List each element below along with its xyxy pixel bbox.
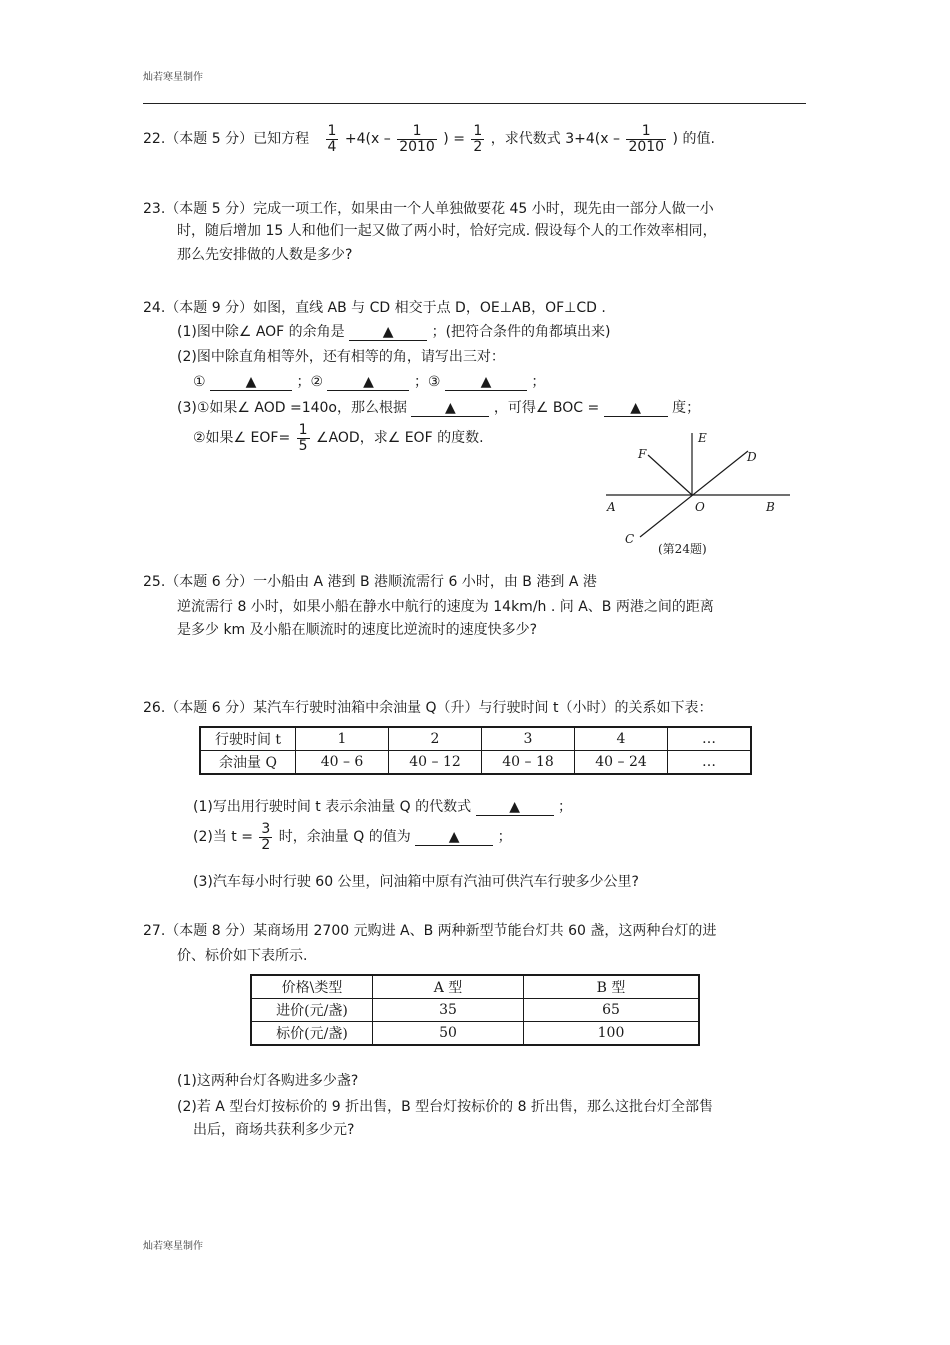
- label-c: C: [625, 532, 635, 546]
- table-cell: 3: [482, 727, 575, 751]
- table-cell: …: [668, 727, 752, 751]
- line-cd: [640, 451, 748, 537]
- q22-fraction-4: $\frac{1}{2010}$: [628, 123, 665, 155]
- q24-part-1: (1)图中除∠ AOF 的余角是 ▲ ；(把符合条件的角都填出来): [177, 324, 611, 340]
- q22-fraction-3: $\frac{1}{2}$: [473, 123, 483, 155]
- table-cell: 2: [389, 727, 482, 751]
- q22-expr-3: ，求代数式 3+4(x –: [490, 131, 620, 148]
- q24-blanks-row: ① ▲ ；② ▲ ；③ ▲ ；: [193, 374, 546, 390]
- label-o: O: [695, 500, 705, 514]
- q23-line-1: 23.（本题 5 分）完成一项工作，如果由一个人单独做要花 45 小时，现先由一部分人做一小: [143, 201, 714, 217]
- figure-caption: (第24题): [658, 542, 707, 556]
- table-cell: 余油量 Q: [200, 751, 296, 775]
- q24-line-1: 24.（本题 9 分）如图，直线 AB 与 CD 相交于点 D，OE⊥AB，OF⊥CD .: [143, 300, 606, 316]
- page-footer: 灿若寒星制作: [143, 1241, 203, 1252]
- q27-part-2b: 出后，商场共获利多少元?: [193, 1122, 355, 1138]
- q25-line-3: 是多少 km 及小船在顺流时的速度比逆流时的速度快多少?: [177, 622, 538, 638]
- table-cell: 40 – 12: [389, 751, 482, 775]
- table-cell: 35: [373, 999, 524, 1022]
- table-cell: A 型: [373, 975, 524, 999]
- table-row: [251, 1022, 699, 1046]
- label-e: E: [698, 431, 707, 445]
- answer-blank[interactable]: ▲: [349, 324, 427, 341]
- q27-line-1: 27.（本题 8 分）某商场用 2700 元购进 A、B 两种新型节能台灯共 60 盏，这两种台灯的进: [143, 923, 717, 939]
- q24-part-2: (2)图中除直角相等外，还有相等的角，请写出三对：: [177, 349, 505, 365]
- table-row: [200, 751, 751, 775]
- q23-line-2: 时，随后增加 15 人和他们一起又做了两小时，恰好完成. 假设每个人的工作效率相同，: [177, 223, 717, 239]
- label-d: D: [747, 450, 757, 464]
- q22-fraction-1: $\frac{1}{4}$: [327, 123, 337, 155]
- q26-table: [199, 726, 752, 775]
- q24-geometry-figure: [600, 425, 800, 560]
- table-cell: 行驶时间 t: [200, 727, 296, 751]
- question-22: [143, 124, 715, 154]
- answer-blank[interactable]: ▲: [445, 374, 527, 391]
- answer-blank[interactable]: ▲: [210, 374, 292, 391]
- q22-expr-2: ) =: [443, 131, 465, 148]
- table-cell: 4: [575, 727, 668, 751]
- label-f: F: [638, 447, 647, 461]
- table-cell: …: [668, 751, 752, 775]
- q22-intro: 22.（本题 5 分）已知方程: [143, 131, 310, 148]
- q26-part-2: (2)当 t = $\frac{3}{2}$ 时，余油量 Q 的值为 ▲ ；: [193, 821, 512, 853]
- label-a: A: [607, 500, 616, 514]
- answer-blank[interactable]: ▲: [327, 374, 409, 391]
- ray-of: [648, 455, 692, 495]
- q27-part-1: (1)这两种台灯各购进多少盏?: [177, 1073, 359, 1089]
- q22-expr-end: ) 的值.: [672, 131, 715, 148]
- header-rule: [143, 103, 806, 104]
- q27-table: [250, 974, 700, 1046]
- table-row: [200, 727, 751, 751]
- table-row: [251, 975, 699, 999]
- table-cell: 40 – 6: [296, 751, 389, 775]
- q27-line-2: 价、标价如下表所示.: [177, 948, 308, 964]
- table-cell: 标价(元/盏): [251, 1022, 373, 1046]
- answer-blank[interactable]: ▲: [604, 400, 668, 417]
- q23-line-3: 那么先安排做的人数是多少?: [177, 247, 353, 263]
- q22-expr-1: +4(x –: [344, 131, 391, 148]
- table-row: [251, 999, 699, 1022]
- table-cell: 40 – 24: [575, 751, 668, 775]
- q25-line-1: 25.（本题 6 分）一小船由 A 港到 B 港顺流需行 6 小时，由 B 港到 A 港: [143, 574, 597, 590]
- table-cell: B 型: [524, 975, 700, 999]
- q25-line-2: 逆流需行 8 小时，如果小船在静水中航行的速度为 14km/h . 问 A、B 两港之间的距离: [177, 599, 714, 615]
- table-cell: 40 – 18: [482, 751, 575, 775]
- table-cell: 65: [524, 999, 700, 1022]
- table-cell: 进价(元/盏): [251, 999, 373, 1022]
- table-cell: 1: [296, 727, 389, 751]
- label-b: B: [766, 500, 775, 514]
- q26-line-1: 26.（本题 6 分）某汽车行驶时油箱中余油量 Q（升）与行驶时间 t（小时）的关系如下表：: [143, 700, 713, 716]
- q22-fraction-2: $\frac{1}{2010}$: [399, 123, 435, 155]
- table-cell: 价格\类型: [251, 975, 373, 999]
- q26-part-1: (1)写出用行驶时间 t 表示余油量 Q 的代数式 ▲ ；: [193, 799, 573, 815]
- answer-blank[interactable]: ▲: [415, 829, 493, 846]
- page-header: 灿若寒星制作: [143, 72, 203, 83]
- q26-fraction: $\frac{3}{2}$: [261, 821, 271, 853]
- answer-blank[interactable]: ▲: [476, 799, 554, 816]
- answer-blank[interactable]: ▲: [411, 400, 489, 417]
- table-cell: 100: [524, 1022, 700, 1046]
- table-cell: 50: [373, 1022, 524, 1046]
- q24-fraction: $\frac{1}{5}$: [298, 422, 308, 454]
- q24-part-3: (3)①如果∠ AOD =140o，那么根据 ▲ ，可得∠ BOC = ▲ 度；: [177, 400, 701, 416]
- q27-part-2a: (2)若 A 型台灯按标价的 9 折出售，B 型台灯按标价的 8 折出售，那么这批台灯全部售: [177, 1099, 713, 1115]
- q24-part-4: ②如果∠ EOF= $\frac{1}{5}$ ∠AOD，求∠ EOF 的度数.: [193, 422, 484, 454]
- q26-part-3: (3)汽车每小时行驶 60 公里，问油箱中原有汽油可供汽车行驶多少公里?: [193, 874, 639, 890]
